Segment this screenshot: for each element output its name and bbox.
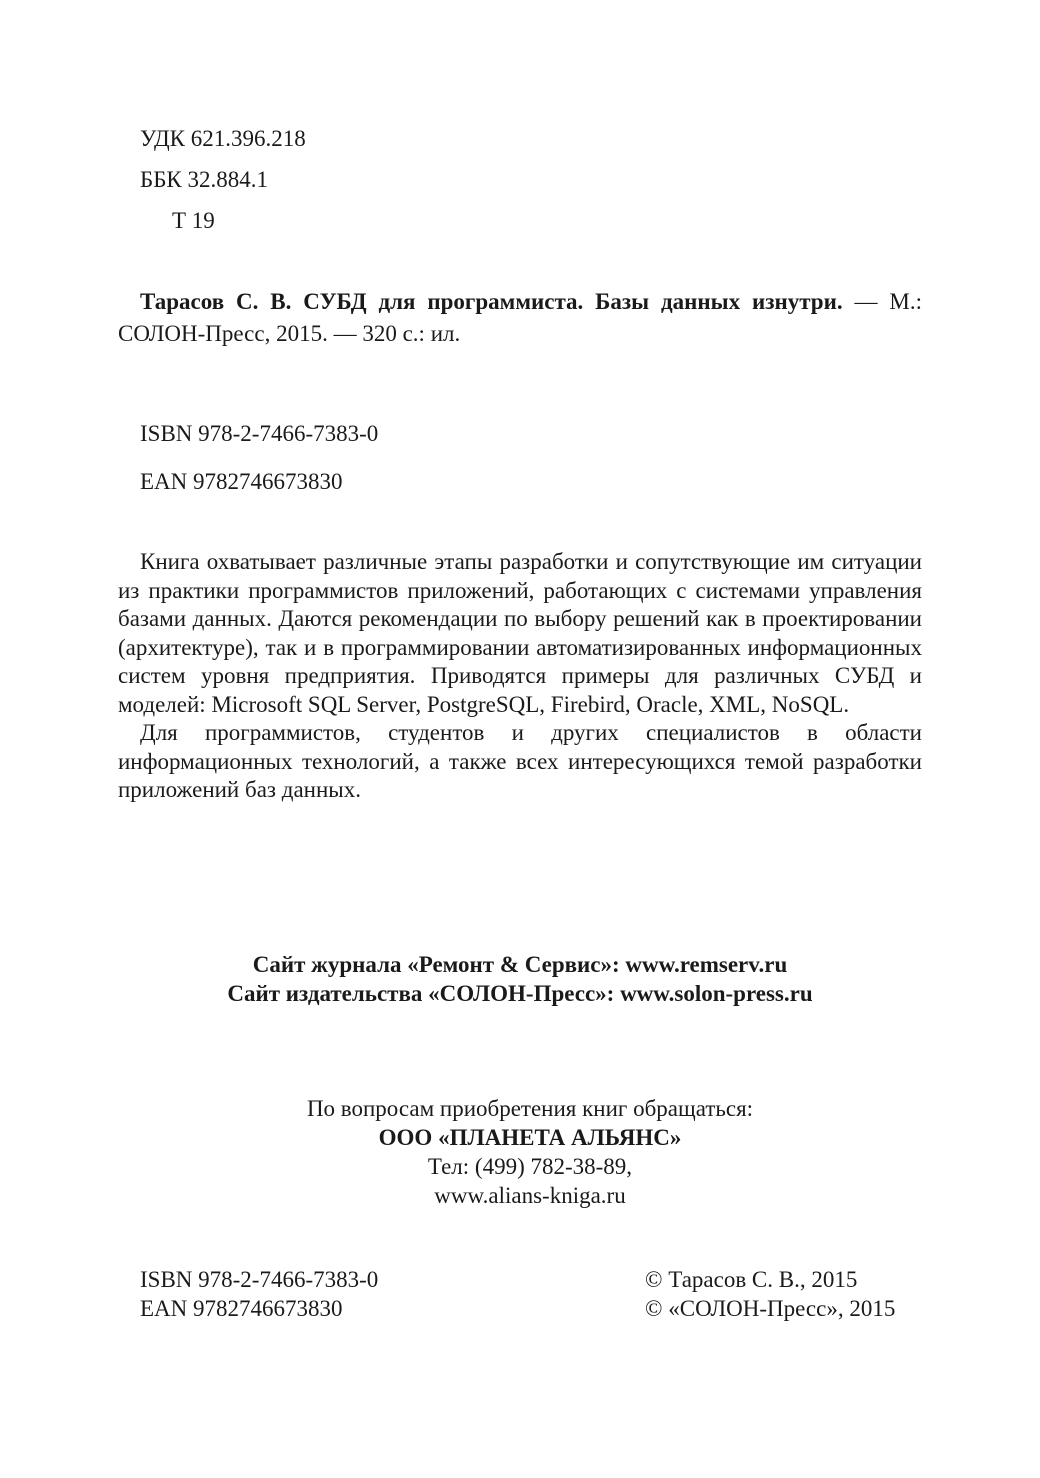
- contacts-intro: По вопросам приобретения книг обращаться:: [306, 1096, 754, 1121]
- copyright-publisher: © «СОЛОН-Пресс», 2015: [645, 1296, 896, 1321]
- distributor-name: ООО «ПЛАНЕТА АЛЬЯНС»: [378, 1125, 682, 1150]
- annotation-paragraph-1: Книга охватывает различные этапы разработки и сопутствующие им ситуации из практики программистов приложений, работающих с системами управления базами данных. Даются рекомендации по выбору решений как в проектировании (архитектуре), так и в программировании автоматизированных информационных систем уровня предприятия. Приводятся примеры для различных СУБД и моделей: Microsoft SQL Server, PostgreSQL, Firebird, Oracle, XML, NoSQL.: [118, 549, 922, 717]
- purchase-contacts: [0, 1094, 1040, 1210]
- footer-ean: EAN 9782746673830: [140, 1296, 343, 1321]
- bibliographic-record: [118, 286, 922, 350]
- isbn-block: [140, 410, 378, 506]
- footer-codes: [140, 1265, 378, 1323]
- copyright-author: © Тарасов С. В., 2015: [645, 1267, 858, 1292]
- publisher-site: Сайт издательства «СОЛОН-Пресс»: www.solon-press.ru: [227, 981, 813, 1006]
- journal-site: Сайт журнала «Ремонт & Сервис»: www.remserv.ru: [252, 952, 788, 977]
- annotation: [118, 548, 922, 805]
- footer-copyright: [645, 1265, 895, 1323]
- distributor-website: www.alians-kniga.ru: [434, 1183, 626, 1208]
- author-mark: Т 19: [172, 208, 215, 233]
- bbk-code: ББК 32.884.1: [140, 167, 269, 192]
- bibliographic-title: Тарасов С. В. СУБД для программиста. Базы данных изнутри.: [140, 289, 843, 314]
- isbn-number: ISBN 978-2-7466-7383-0: [140, 421, 379, 446]
- bibliographic-imprint: — М.: СОЛОН-Пресс, 2015. — 320 с.: ил.: [118, 289, 922, 346]
- distributor-phone: Тел: (499) 782-38-89,: [427, 1154, 633, 1179]
- annotation-paragraph-2: Для программистов, студентов и других специалистов в области информационных технологий, а также всех интересующихся темой разработки приложений баз данных.: [118, 720, 922, 802]
- websites-block: [0, 950, 1040, 1008]
- footer-isbn: ISBN 978-2-7466-7383-0: [140, 1267, 379, 1292]
- ean-number: EAN 9782746673830: [140, 469, 343, 494]
- classification-indexes: [140, 118, 306, 241]
- udk-code: УДК 621.396.218: [140, 126, 306, 151]
